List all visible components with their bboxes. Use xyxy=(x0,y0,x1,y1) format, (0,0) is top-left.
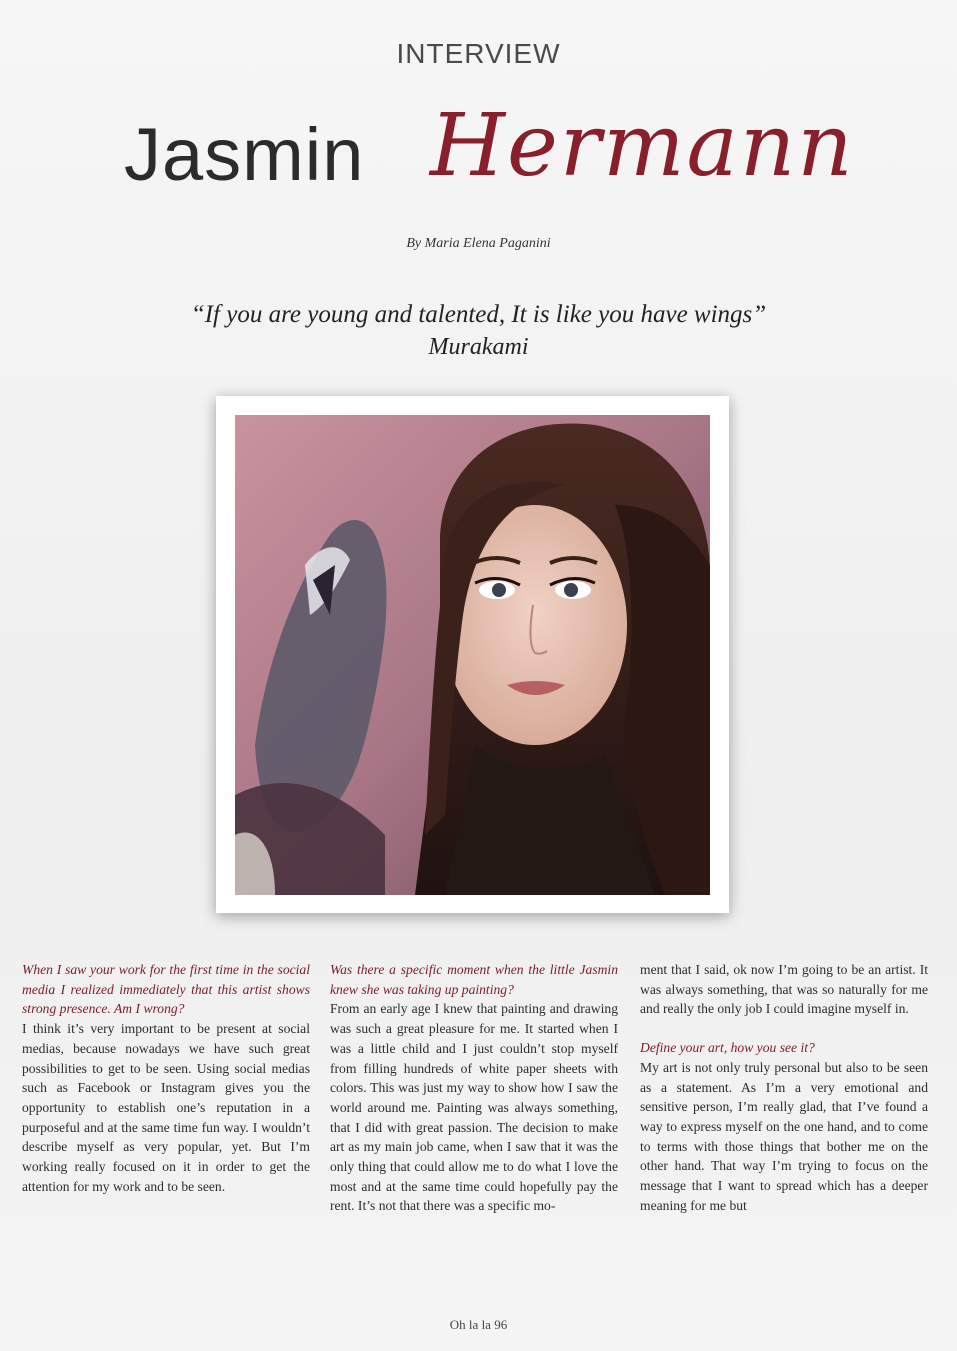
portrait-photo-frame xyxy=(216,396,729,913)
article-column-2 xyxy=(330,960,618,1216)
article-column-3 xyxy=(640,960,928,1215)
interview-answer-continuation: ment that I said, ok now I’m going to be an artist. It was always something, that was so naturally for me and really the only job I could imagine myself in. xyxy=(640,962,928,1017)
pull-quote: “If you are young and talented, It is like you have wings” xyxy=(190,301,767,328)
portrait-photo xyxy=(235,415,710,895)
article-column-1 xyxy=(22,960,310,1196)
byline: By Maria Elena Paganini xyxy=(406,236,551,251)
interview-answer: I think it’s very important to be present at social medias, because nowadays we have such great possibilities to get to be seen. Using social medias such as Facebook or Instagram gives you the opportunity to establish one’s reputation in a purposeful and at the same time fun way. I wouldn’t describe myself as very popular, yet. But I’m working really focused on it in order to get the attention for my work and to be seen. xyxy=(22,1021,310,1194)
article-body xyxy=(20,960,932,1270)
interview-question: Define your art, how you see it? xyxy=(640,1040,815,1056)
interview-answer: My art is not only truly personal but also to be seen as a statement. As I’m a very emotional and sensitive person, I’m really glad, that I’ve found a way to express myself on the one hand, and to come to terms with those things that bother me on the other hand. That way I’m trying to focus on the message that I want to spread which has a deeper meaning for me but xyxy=(640,1059,928,1213)
interview-answer: From an early age I knew that painting and drawing was such a great pleasure for me. It started when I was a little child and I just couldn’t stop myself from filling hundreds of white paper sheets with colors. This was just my way to show how I saw the world around me. Painting was always something, that I did with great passion. The decision to make art as my main job came, when I saw that it was the only thing that could allow me to do what I love the most and at the same time could hopefully pay the rent. It’s not that there was a specific mo- xyxy=(330,1001,618,1214)
interview-question: When I saw your work for the first time in the social media I realized immediately that this artist shows strong presence. Am I wrong? xyxy=(22,962,310,1017)
interview-question: Was there a specific moment when the little Jasmin knew she was taking up painting? xyxy=(330,962,618,997)
paragraph-spacer xyxy=(640,1019,928,1038)
pull-quote-author: Murakami xyxy=(428,334,529,360)
article-title xyxy=(0,96,957,210)
title-last-name: Hermann xyxy=(430,96,855,196)
title-first-name: Jasmin xyxy=(124,113,365,196)
section-label: INTERVIEW xyxy=(396,38,561,69)
page-number: Oh la la 96 xyxy=(449,1317,508,1332)
